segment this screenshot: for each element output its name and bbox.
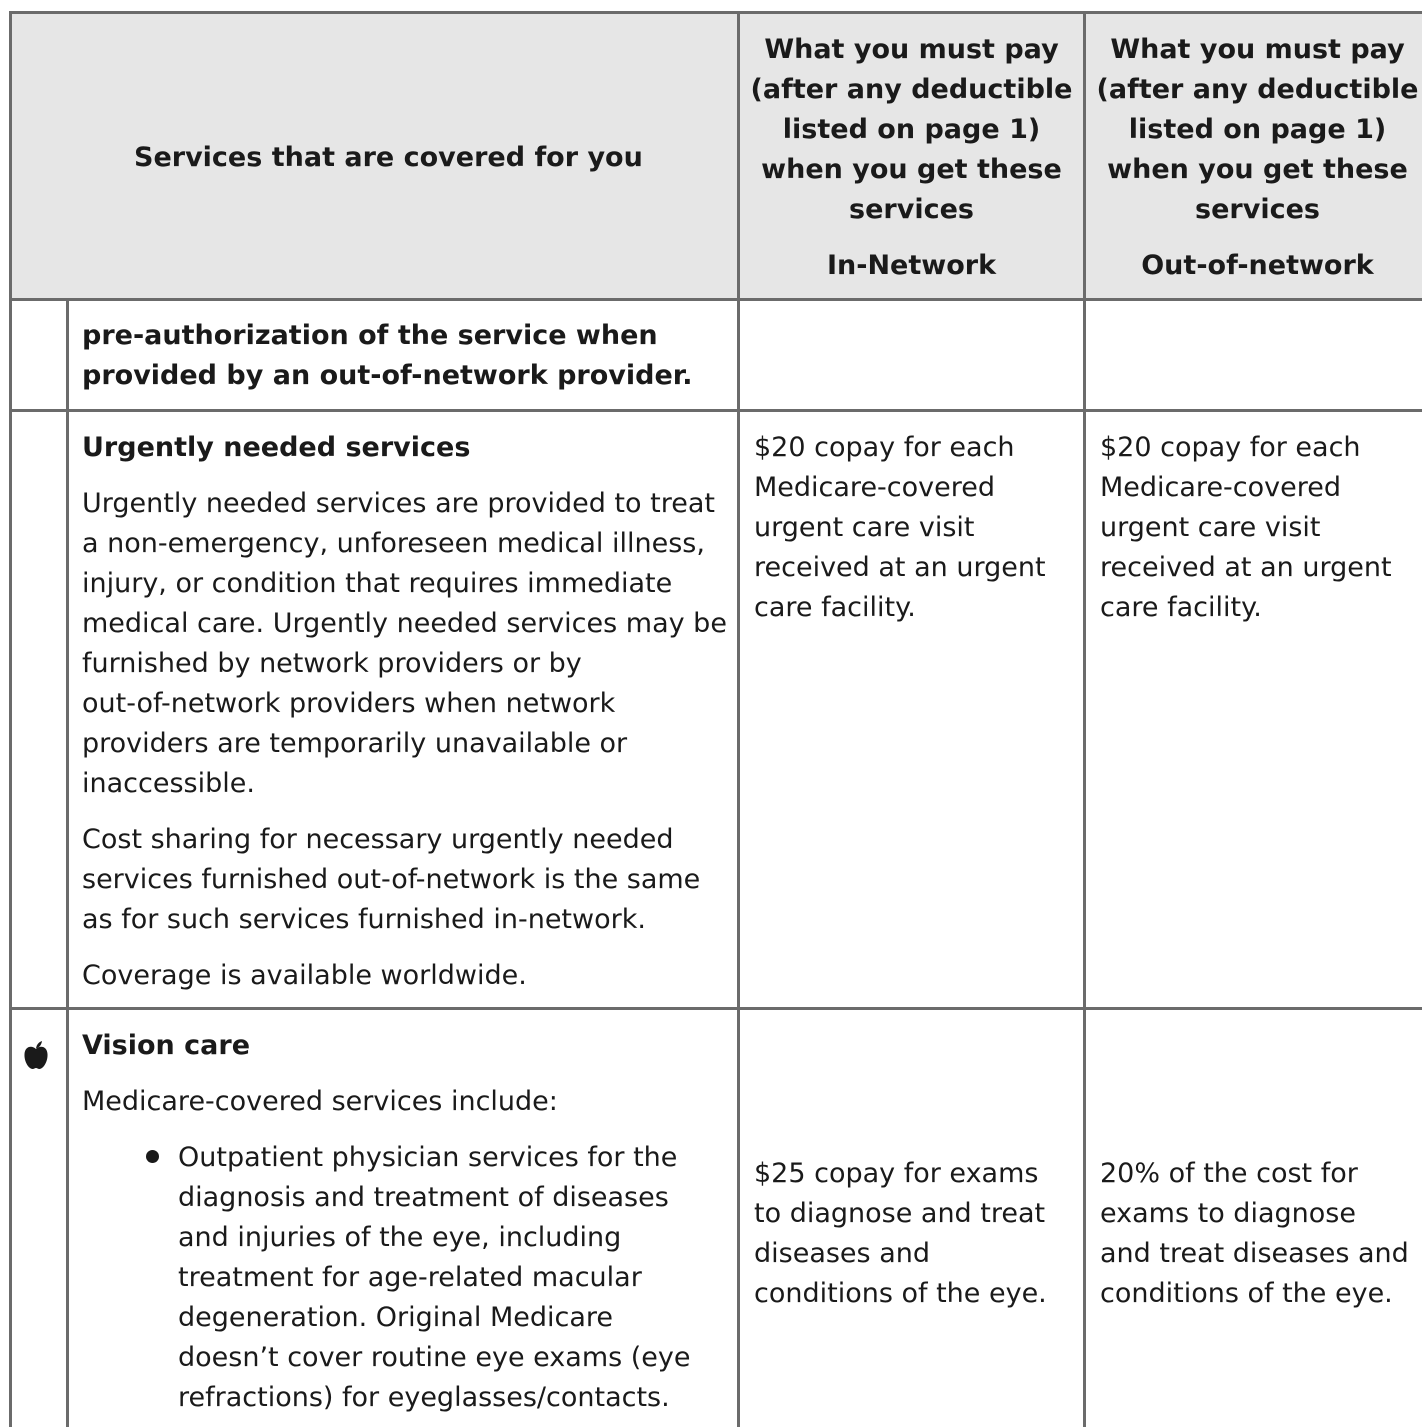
row-divider xyxy=(9,409,1422,412)
service-title: Vision care xyxy=(82,1030,251,1061)
header-services-covered: Services that are covered for you xyxy=(134,142,643,173)
header-in-network-label: In-Network xyxy=(826,250,997,281)
header-out-of-network-label: Out-of-network xyxy=(1141,250,1374,281)
service-title: Urgently needed services xyxy=(82,432,471,463)
coverage-note: Coverage is available worldwide. xyxy=(82,960,527,991)
service-intro: Medicare-covered services include: xyxy=(82,1086,558,1117)
row-divider xyxy=(9,1007,1422,1010)
table-border-top xyxy=(9,11,1422,14)
header-divider xyxy=(9,298,1422,301)
service-continuation-text: pre-authorization of the service when xyxy=(82,320,658,351)
benefits-table: Services that are covered for you What you must pay (after any deductible listed on page 1) when you get these services In-Network What you must pay (after any deductible listed on page 1) when you get these services Out-of-network pre-authorization of the service when provided by an out-of-network provider. Urgently needed services Urgently needed services are provided to treat a non-emergency, unforeseen medical illness, injury, or condition that requires immediate medical care. Urgently needed services may be furnished by network providers or by out-of-network providers when network providers are temporarily unavailable or inaccessible. Cost sharing for necessary urgently needed services furnished out-of-network is the same as for such services furnished in-network. Coverage is available worldwide. $20 copay for each Medicare-covered urgent care visit received at an urgent care facility. $20 copay for each Medicare-covered urgent care visit received at an urgent care facility. Vision care Medicare-covered services include: Outpatient physician services for the diagnosis and treatment of diseases and injuries of the eye, including treatment for age-related macular degeneration. Original Medicare doesn’t cover routine eye exams (eye refractions) for eyeglasses/contacts. $25 copay for exams to diagnose and treat diseases and conditions of the eye. 20% of the cost for exams to diagnose and treat diseases and conditions of the eye. xyxy=(0,0,1422,1427)
service-continuation-text: provided by an out-of-network provider. xyxy=(82,360,693,391)
table-border-left xyxy=(9,11,12,1427)
icon-column-divider xyxy=(66,300,69,1427)
apple-icon xyxy=(23,1040,49,1070)
bullet-icon xyxy=(146,1150,159,1163)
